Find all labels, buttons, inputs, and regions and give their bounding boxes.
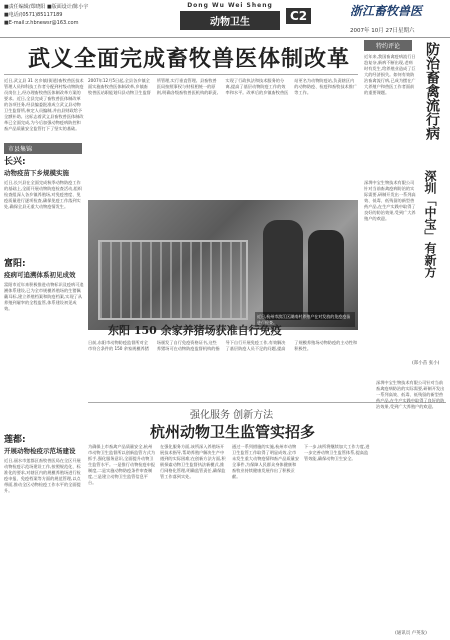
contact-email: ■E-mail:z.hbnewsr@163.com [4, 20, 79, 26]
lead-columns: 2007年12月5日起,全县各乡镇全面实施畜牧兽医体制改革,乡镇畜牧兽医站职能划归县动物卫生监督所管理,实行垂直管理。县畜牧兽医局按照事权与财权相统一的原则,明确各级畜牧兽医机构的职责,实现了行政执法和技术服务的分离,提高了基层动物防疫工作的效率和水平。改革后的乡镇畜牧兽医站更名为动物防疫站,负责辖区内的动物防疫、检疫和畜牧技术推广等工作。 [88, 78, 358, 95]
bottom-headline: 杭州动物卫生监管实招多 [150, 423, 316, 441]
bottom-col-2: 在强化服务方面,该所深入养殖场开展技术指导,帮助养殖户解决生产中遇到的实际困难;在创新方法方面,积极探索动物卫生监督执法新模式,推行网格化管理,明确监管责任,确保监管工作落到实处。 [160, 444, 226, 479]
brief-body-liandu: 近日,丽水市莲都区畜牧兽医局在全区开展动物检疫示范场建设工作,按照规范化、标准化的要求,对辖区内的规模养殖场进行检疫申报、免疫档案等方面的规范管理,以点带面,推动全区动物检疫工作水平的全面提升。 [4, 458, 81, 493]
photo-caption: 近日,杭州市滨江区湖南村养殖户在对发放的免疫疫苗进行检查。 [255, 312, 355, 327]
brief-body-fuyang: 富阳市近年来积极推进动物标识及疫病可追溯体系建设,已为全市规模养殖场的生猪佩戴耳标,建立养殖档案和防疫档案,实现了从养殖到屠宰的全程监管,体系建设初见成效。 [4, 282, 84, 311]
sidebar-title: 特约评论 [364, 40, 412, 51]
sidebar-headline-1: 防治畜禽流行病 [424, 42, 440, 140]
bottom-byline: (通讯员 卢英发) [395, 631, 427, 636]
section-label: 市县集锦 [4, 143, 82, 154]
brief-kicker-fuyang: 疫病可追溯体系初见成效 [4, 271, 76, 279]
bottom-kicker: 强化服务 创新方法 [190, 410, 274, 421]
bottom-col-1: 为确保上市畜禽产品质量安全,杭州市动物卫生监督所以创新监管方式为抓手,强化服务意识,全面提升动物卫生监管水平。一是推行动物检疫申报制度,二是实施动物防疫条件审查制度,三是建立动物卫生监管信息平台。 [88, 444, 156, 485]
masthead [0, 0, 450, 38]
sidebar-body-1: 近年来,我国畜禽疫病流行日趋复杂,新病不断出现,老病时有发生,给养殖业造成了巨大的经济损失。如何有效防治畜禽流行病,已成为摆在广大养殖户和兽医工作者面前的重要课题。 [364, 54, 416, 95]
page-code: C2 [286, 8, 311, 24]
photo-person [263, 220, 303, 320]
lead-body: 近日,武义县 31 名乡镇(街道)畜牧兽医技术管理人员和科技工作者分配到村级动物防疫员岗位上,经办理畜牧兽医体制改革方案的要求。近日,全县完成了畜牧兽医体制改革的各项任务,经县编委批准成立武义县动物卫生监督所,核定人员编制,并由县财政给予全额补助。这标志着武义县畜牧兽医体制改革已全面完成,为今后加强动物疫病防控和畜产品质量安全监管打下了坚实的基础。 [4, 78, 84, 131]
issue-date: 2007年 10月 27日星期六 [350, 28, 415, 34]
section-pinyin: Dong Wu Wei Sheng [187, 2, 273, 9]
newspaper-logo: 浙江畜牧兽医 [350, 4, 423, 18]
brief-kicker-changxing: 动物疫苗下乡规模实施 [4, 169, 69, 177]
brief-kicker-liandu: 开展动物检疫示范场建设 [4, 447, 76, 455]
bottom-col-4: 下一步,该所将继续加大工作力度,进一步完善动物卫生监管体系,提高监管效能,确保动物卫生安全。 [304, 444, 370, 461]
section-brand [180, 2, 280, 32]
lead-headline: 武义全面完成畜牧兽医体制改革 [28, 46, 351, 72]
brief-city-fuyang: 富阳: [4, 259, 26, 269]
pig-farm-body: 日前,东阳市动物防疫监督所对全市符合条件的 150 余家规模养猪场颁发了自行免疫资格证书,这些养猪场可在动物防疫监督机构的指导下自行开展免疫工作,有效解决了基层防疫人员不足的问题,提高了规模养殖场动物防疫的主动性和积极性。 [88, 340, 358, 351]
section-name: 动物卫生 [180, 11, 280, 30]
bottom-col-3: 通过一系列措施的实施,杭州市动物卫生监管工作取得了明显成效,全市未发生重大动物疫情和畜产品质量安全事件,为保障人民群众身体健康和畜牧业持续健康发展作出了积极贡献。 [232, 444, 300, 479]
divider [4, 74, 358, 75]
brief-body-changxing: 近日,长兴县在全面完成秋季动物防疫工作的基础上,全面开展动物防疫检查活动,组织检查组深入各乡镇养殖场,对免疫密度、免疫质量进行逐项检查,确保免疫工作落到实处,确保全县无重大动物疫情发生。 [4, 180, 83, 209]
sidebar-commentary [362, 40, 448, 370]
brief-city-changxing: 长兴: [4, 157, 26, 167]
sidebar-body-2: 深圳中宝生物技术有限公司针对当前畜禽疫病防治的实际需要,研制开发出一系列高效、低毒、低残留的新型兽药产品,在生产实践中取得了良好的防治效果,受到广大养殖户的欢迎。 [364, 180, 416, 221]
contact-editor: ■责任编辑/郑晓阳 ■版面设计/陈小宇 [4, 4, 89, 10]
brief-city-liandu: 莲都: [4, 435, 26, 445]
sidebar-byline: (郑小苗 张小) [412, 361, 440, 366]
photo-cage [98, 240, 248, 320]
sidebar-headline-2: 深圳「中宝」有新方 [423, 170, 437, 278]
contact-info [4, 3, 88, 27]
bottom-col-5: 深圳中宝生物技术有限公司针对当前畜禽疫病防治的实际需要,研制开发出一系列高效、低毒、低残留的新型兽药产品,在生产实践中取得了良好的防治效果,受到广大养殖户的欢迎。 [376, 380, 445, 409]
contact-phone: ■电话/(0571)85117189 [4, 12, 63, 18]
news-photo [88, 200, 358, 330]
pig-farm-headline: 东阳 150 余家养猪场获准自行免疫 [108, 324, 282, 337]
photo-person [308, 230, 344, 320]
